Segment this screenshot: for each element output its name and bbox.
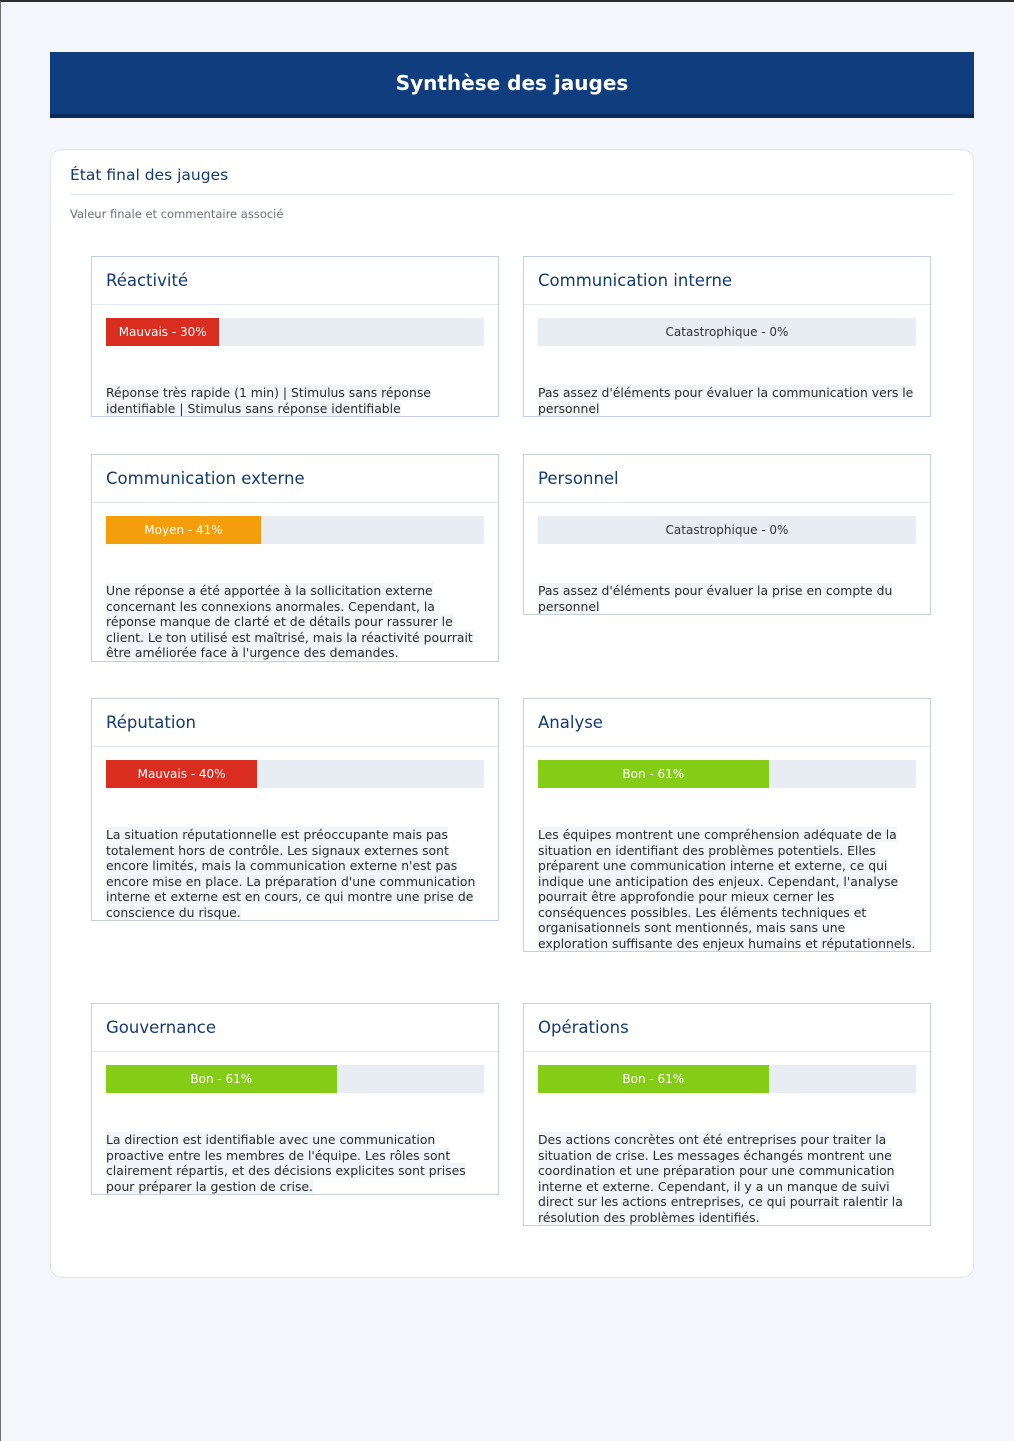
panel-divider bbox=[70, 194, 954, 195]
gauge-title: Opérations bbox=[524, 1004, 930, 1052]
gauge-bar bbox=[106, 1065, 484, 1093]
gauge-value-label: Moyen - 41% bbox=[144, 523, 223, 537]
gauge-bar bbox=[538, 760, 916, 788]
gauge-title: Gouvernance bbox=[92, 1004, 498, 1052]
page-title: Synthèse des jauges bbox=[395, 71, 629, 95]
gauge-comment-text: Les équipes montrent une compréhension adéquate de la situation en identifiant des problèmes potentiels. Elles préparent une communication interne et externe, ce qui indique une anticipation des enjeux. Cependant, l'analyse pourrait être approfondie pour mieux cerner les conséquences possibles. Les éléments techniques et organisationnels sont mentionnés, mais sans une exploration suffisante des enjeux humains et réputationnels. bbox=[538, 827, 916, 951]
gauge-comment-text: Pas assez d'éléments pour évaluer la communication vers le personnel bbox=[538, 385, 914, 416]
page-header bbox=[50, 52, 974, 118]
gauge-title: Communication externe bbox=[92, 455, 498, 503]
gauge-card-communication-externe bbox=[91, 454, 499, 662]
gauge-title: Réactivité bbox=[92, 257, 498, 305]
gauge-comment bbox=[106, 583, 484, 661]
gauge-comment bbox=[538, 385, 916, 416]
gauge-bar bbox=[538, 318, 916, 346]
gauge-value-label: Bon - 61% bbox=[190, 1072, 253, 1086]
gauge-card-reputation bbox=[91, 698, 499, 921]
gauge-bar bbox=[538, 516, 916, 544]
gauge-title: Analyse bbox=[524, 699, 930, 747]
gauge-bar bbox=[106, 760, 484, 788]
gauge-comment bbox=[106, 1132, 484, 1194]
gauge-card-personnel bbox=[523, 454, 931, 615]
gauge-value-label: Bon - 61% bbox=[622, 1072, 685, 1086]
gauge-bar bbox=[106, 516, 484, 544]
gauge-card-operations bbox=[523, 1003, 931, 1226]
gauge-comment bbox=[538, 1132, 916, 1225]
panel-title: État final des jauges bbox=[70, 166, 229, 184]
gauge-value-label: Catastrophique - 0% bbox=[665, 325, 789, 339]
gauge-value-label: Mauvais - 30% bbox=[118, 325, 207, 339]
gauge-bar bbox=[538, 1065, 916, 1093]
gauge-comment bbox=[106, 827, 484, 920]
gauge-comment-text: Une réponse a été apportée à la sollicitation externe concernant les connexions anormales. Cependant, la réponse manque de clarté et de détails pour rassurer le client. Le ton utilisé est maîtrisé, mais la réactivité pourrait être améliorée face à l'urgence des demandes. bbox=[106, 583, 473, 660]
gauge-card-analyse bbox=[523, 698, 931, 952]
gauge-comment bbox=[538, 827, 916, 951]
panel-subtitle: Valeur finale et commentaire associé bbox=[70, 207, 284, 221]
gauge-comment-text: La direction est identifiable avec une communication proactive entre les membres de l'équipe. Les rôles sont clairement répartis, et des décisions explicites sont prises pour préparer la gestion de crise. bbox=[106, 1132, 466, 1194]
gauge-card-gouvernance bbox=[91, 1003, 499, 1195]
gauge-comment-text: Des actions concrètes ont été entreprises pour traiter la situation de crise. Les messages échangés montrent une coordination et une préparation pour une communication interne et externe. Cependant, il y a un manque de suivi direct sur les actions entreprises, ce qui pourrait ralentir la résolution des problèmes identifiés. bbox=[538, 1132, 903, 1225]
gauge-comment-text: Pas assez d'éléments pour évaluer la prise en compte du personnel bbox=[538, 583, 893, 614]
gauge-value-label: Bon - 61% bbox=[622, 767, 685, 781]
gauge-bar bbox=[106, 318, 484, 346]
gauge-title: Personnel bbox=[524, 455, 930, 503]
gauge-value-label: Catastrophique - 0% bbox=[665, 523, 789, 537]
gauge-value-label: Mauvais - 40% bbox=[137, 767, 226, 781]
gauge-card-communication-interne bbox=[523, 256, 931, 417]
gauge-title: Communication interne bbox=[524, 257, 930, 305]
gauge-title: Réputation bbox=[92, 699, 498, 747]
gauge-comment bbox=[538, 583, 916, 614]
gauge-comment-text: La situation réputationnelle est préoccupante mais pas totalement hors de contrôle. Les signaux externes sont encore limités, mais la communication externe n'est pas encore mise en place. La préparation d'une communication interne et externe est en cours, ce qui montre une prise de conscience du risque. bbox=[106, 827, 476, 920]
gauge-comment-text: Réponse très rapide (1 min) | Stimulus sans réponse identifiable | Stimulus sans réponse identifiable bbox=[106, 385, 431, 416]
gauge-card-reactivite bbox=[91, 256, 499, 417]
gauge-comment bbox=[106, 385, 484, 416]
